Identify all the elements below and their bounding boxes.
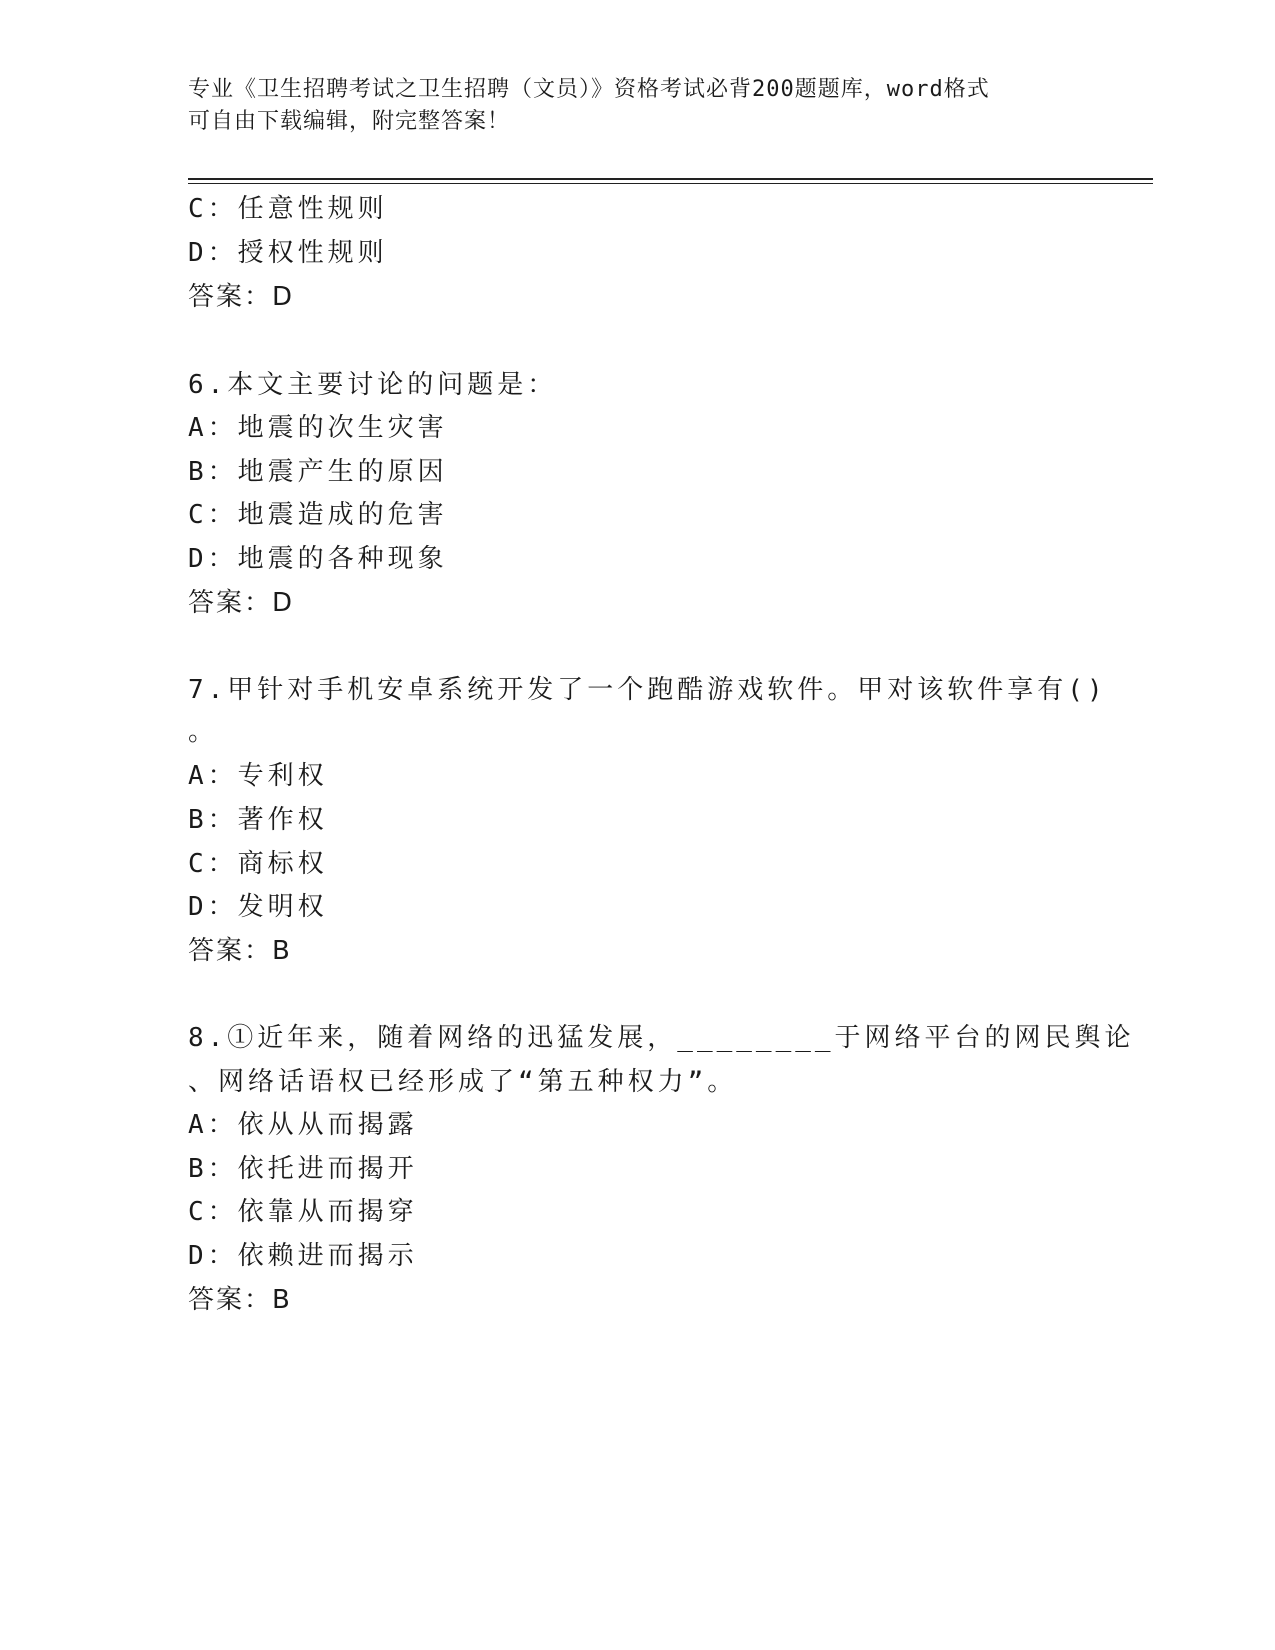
header-title-line-1: 专业《卫生招聘考试之卫生招聘（文员）》资格考试必背200题题库，word格式 <box>188 77 990 102</box>
q5-answer: 答案：D <box>188 282 295 312</box>
header-rule-thin <box>188 183 1153 184</box>
document-header <box>188 74 1068 138</box>
q8-option-c: C：依靠从而揭穿 <box>188 1197 418 1227</box>
q6-option-a: A：地震的次生灾害 <box>188 413 448 443</box>
q6-answer: 答案：D <box>188 588 295 618</box>
q8-stem-line-1: 8.①近年来，随着网络的迅猛发展，________于网络平台的网民舆论 <box>188 1023 1135 1053</box>
q8-option-b: B：依托进而揭开 <box>188 1154 418 1184</box>
q8-option-a: A：依从从而揭露 <box>188 1110 418 1140</box>
q7-stem-line-1: 7.甲针对手机安卓系统开发了一个跑酷游戏软件。甲对该软件享有() <box>188 675 1107 705</box>
q7-answer: 答案：B <box>188 936 292 966</box>
q6-option-b: B：地震产生的原因 <box>188 457 448 487</box>
q7-option-b: B：著作权 <box>188 805 328 835</box>
q6-option-c: C：地震造成的危害 <box>188 500 448 530</box>
q6-stem: 6.本文主要讨论的问题是： <box>188 370 558 400</box>
q8-option-d: D：依赖进而揭示 <box>188 1241 418 1271</box>
header-title-line-2: 可自由下载编辑，附完整答案！ <box>188 109 511 134</box>
q7-option-c: C：商标权 <box>188 849 328 879</box>
q8-answer: 答案：B <box>188 1285 292 1315</box>
q8-stem-line-2: 、网络话语权已经形成了“第五种权力”。 <box>188 1067 738 1097</box>
q6-option-d: D：地震的各种现象 <box>188 544 448 574</box>
q7-option-d: D：发明权 <box>188 892 328 922</box>
q5-option-d: D：授权性规则 <box>188 238 388 268</box>
q5-option-c: C：任意性规则 <box>188 194 388 224</box>
q7-stem-line-2: 。 <box>188 717 219 747</box>
header-rule-thick <box>188 178 1153 180</box>
q7-option-a: A：专利权 <box>188 761 328 791</box>
